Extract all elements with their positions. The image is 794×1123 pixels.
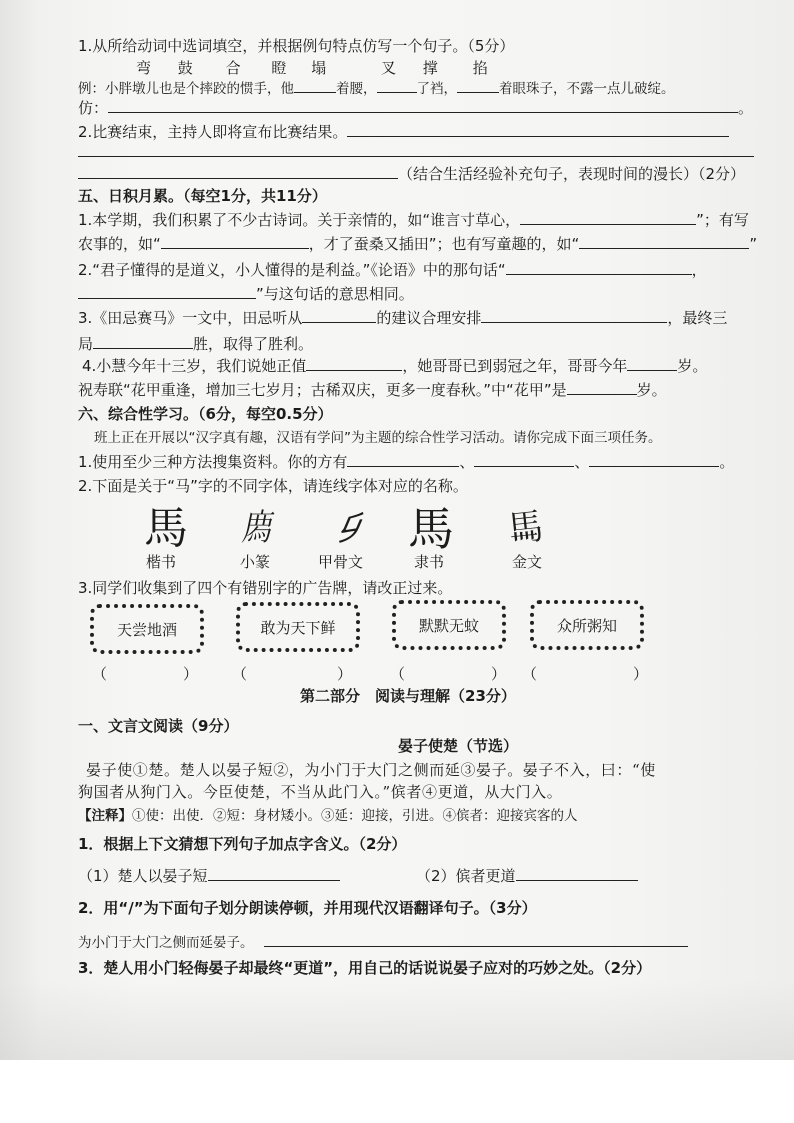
classical-q1-a	[78, 866, 340, 886]
answer-blank[interactable]	[208, 866, 340, 881]
verb-word: 撑	[422, 59, 438, 77]
horse-glyph: 馬	[408, 502, 454, 556]
classical-q1-b	[416, 866, 638, 886]
answer-blank[interactable]	[506, 260, 692, 275]
text: 1.本学期，我们积累了不少古诗词。关于亲情的，如“谁言寸草心，	[78, 211, 521, 229]
sign-text: 天尝地酒	[116, 620, 177, 639]
sign-board-4	[530, 600, 644, 650]
text: ，	[691, 261, 707, 279]
text: 、	[574, 453, 590, 471]
text: （1）楚人以晏子短	[78, 867, 208, 885]
s6-q2: 2.下面是关于“马”字的不同字体，请连线字体对应的名称。	[78, 477, 468, 495]
q2-hint-line	[78, 164, 745, 184]
text: 农事的，如“	[78, 235, 161, 253]
passage-notes	[78, 806, 578, 826]
font-name-jiaguwen[interactable]: 甲骨文	[318, 553, 364, 571]
text: 1.使用至少三种方法搜集资料。你的方有	[78, 453, 348, 471]
part2-title: 第二部分 阅读与理解（23分）	[300, 687, 516, 705]
answer-blank[interactable]	[302, 308, 376, 323]
answer-blank[interactable]	[264, 932, 688, 947]
classical-q1: 1．根据上下文猜想下列句子加点字含义。（2分）	[78, 835, 407, 853]
example-text: 着眼珠子，不露一点儿破绽。	[499, 81, 675, 97]
text: 为小门于大门之侧而延晏子。	[78, 935, 254, 951]
horse-glyph: 𩡧	[505, 506, 546, 551]
answer-blank[interactable]	[347, 122, 729, 137]
s5-q4-line2	[78, 380, 667, 400]
q2-text	[78, 122, 729, 142]
text: 局	[78, 335, 94, 353]
answer-blank[interactable]	[579, 234, 749, 249]
correction-paren-3[interactable]: （ ）	[390, 665, 507, 683]
text: ，才了蚕桑又插田”；也有写童趣的，如“	[308, 235, 580, 253]
note-label: 【注释】	[78, 808, 132, 824]
text: 4.小慧今年十三岁，我们说她正值	[82, 357, 307, 375]
sign-text: 敢为天下鲜	[260, 618, 336, 637]
section6-title: 六、综合性学习。（6分，每空0.5分）	[78, 405, 333, 423]
s5-q3-line2	[78, 334, 313, 354]
verb-word: 叉	[380, 59, 396, 77]
period: 。	[738, 99, 754, 117]
passage-title: 晏子使楚（节选）	[398, 737, 519, 755]
q1-imitate	[78, 98, 753, 118]
text: 2.“君子懂得的是道义，小人懂得的是利益。”《论语》中的那句话“	[78, 261, 506, 279]
example-text: 着腰，	[336, 81, 377, 97]
sign-board-3	[392, 600, 506, 650]
text: ，最终三	[667, 309, 728, 327]
text: ”与这句话的意思相同。	[256, 285, 414, 303]
answer-blank[interactable]	[589, 452, 719, 467]
s6-intro: 班上正在开展以“汉字真有趣，汉语有学问”为主题的综合性学习活动。请你完成下面三项任务。	[94, 430, 662, 446]
sign-text: 众所粥知	[556, 616, 617, 635]
text: 岁。	[636, 381, 667, 399]
answer-blank[interactable]	[516, 866, 638, 881]
answer-blank[interactable]	[306, 356, 402, 371]
horse-xiaozhuan[interactable]	[226, 504, 286, 554]
sign-board-1	[90, 604, 204, 654]
text: 。	[719, 453, 735, 471]
answer-line[interactable]	[78, 156, 754, 157]
passage-line-1: 晏子使①楚。楚人以晏子短②，为小门于大门之侧而延③晏子。晏子不入，曰：“使	[86, 761, 656, 779]
verb-word: 瞪	[271, 59, 287, 77]
answer-blank[interactable]	[520, 210, 696, 225]
answer-blank[interactable]	[474, 452, 574, 467]
blank[interactable]	[377, 78, 417, 93]
horse-lishu[interactable]	[396, 504, 466, 554]
text: （2）傧者更道	[416, 867, 516, 885]
example-text: 例：小胖墩儿也是个摔跤的惯手，他	[78, 81, 294, 97]
text: 岁。	[677, 357, 708, 375]
font-name-lishu[interactable]: 隶书	[414, 553, 445, 571]
s6-q3: 3.同学们收集到了四个有错别字的广告牌，请改正过来。	[78, 579, 453, 597]
answer-blank[interactable]	[627, 356, 677, 371]
verb-word: 弯	[136, 59, 152, 77]
s6-q1	[78, 452, 734, 472]
s5-q3-line1	[78, 308, 727, 328]
s5-q2-line2	[78, 284, 414, 304]
q1-example	[78, 78, 675, 99]
verb-word: 掐	[472, 59, 488, 77]
q2-hint: （结合生活经验补充句子，表现时间的漫长）（2分）	[398, 165, 746, 183]
font-name-kaishu[interactable]: 楷书	[146, 553, 177, 571]
blank[interactable]	[294, 78, 336, 93]
s5-q1-line2	[78, 234, 757, 254]
text: 的建议合理安排	[376, 309, 482, 327]
answer-blank[interactable]	[567, 380, 637, 395]
q2-prompt: 2.比赛结束，主持人即将宣布比赛结果。	[78, 123, 348, 141]
horse-glyph: 𢊁	[241, 508, 271, 549]
classical-q2: 2．用“/”为下面句子划分朗读停顿，并用现代汉语翻译句子。（3分）	[78, 899, 537, 917]
answer-blank[interactable]	[78, 164, 398, 179]
s5-q2-line1	[78, 260, 707, 280]
font-name-xiaozhuan[interactable]: 小篆	[240, 553, 271, 571]
blank[interactable]	[457, 78, 499, 93]
q1-title: 1.从所给动词中选词填空，并根据例句特点仿写一个句子。（5分）	[78, 37, 515, 55]
classical-q3: 3．楚人用小门轻侮晏子却最终“更道”，用自己的话说说晏子应对的巧妙之处。（2分）	[78, 959, 652, 977]
horse-jiaguwen[interactable]	[318, 504, 378, 554]
correction-paren-4[interactable]: （ ）	[522, 665, 649, 683]
classical-reading-title: 一、文言文阅读（9分）	[78, 717, 239, 735]
text: ，她哥哥已到弱冠之年，哥哥今年	[402, 357, 628, 375]
classical-q2-sentence	[78, 932, 688, 953]
example-text: 了裆，	[416, 81, 457, 97]
verb-word: 鼓	[177, 59, 193, 77]
correction-paren-1[interactable]: （ ）	[92, 665, 199, 683]
answer-blank[interactable]	[161, 234, 309, 249]
imitate-label: 仿：	[78, 99, 109, 117]
answer-blank[interactable]	[108, 98, 738, 113]
correction-paren-2[interactable]: （ ）	[232, 665, 353, 683]
verb-word: 塌	[311, 59, 327, 77]
answer-blank[interactable]	[78, 284, 256, 299]
text: 祝寿联“花甲重逢，增加三七岁月；古稀双庆，更多一度春秋。”中“花甲”是	[78, 381, 567, 399]
verb-word: 合	[225, 59, 241, 77]
verb-word-list	[136, 58, 488, 78]
s5-q4-line1	[82, 356, 707, 376]
horse-kaishu[interactable]	[136, 504, 196, 554]
answer-blank[interactable]	[347, 452, 459, 467]
text: 、	[459, 453, 475, 471]
passage-line-2: 狗国者从狗门入。今臣使楚，不当从此门入。”傧者④更道，从大门入。	[78, 783, 563, 801]
horse-glyph: 𠂎	[327, 509, 369, 549]
horse-jinwen[interactable]	[496, 504, 556, 554]
sign-board-2	[236, 602, 360, 652]
note-text: ①使：出使．②短：身材矮小。③延：迎接，引进。④傧者：迎接宾客的人	[132, 808, 578, 824]
horse-glyph: 馬	[144, 503, 188, 554]
answer-blank[interactable]	[93, 334, 193, 349]
s5-q1-line1	[78, 210, 749, 230]
section5-title: 五、日积月累。（每空1分，共11分）	[78, 187, 327, 205]
answer-blank[interactable]	[481, 308, 667, 323]
font-name-jinwen[interactable]: 金文	[512, 553, 543, 571]
text: ”；有写	[696, 211, 749, 229]
sign-text: 默默无蚊	[418, 616, 479, 635]
photo-shadow	[0, 980, 794, 1060]
text: 胜，取得了胜利。	[193, 335, 314, 353]
text: ”	[749, 235, 758, 253]
text: 3.《田忌赛马》一文中，田忌听从	[78, 309, 303, 327]
